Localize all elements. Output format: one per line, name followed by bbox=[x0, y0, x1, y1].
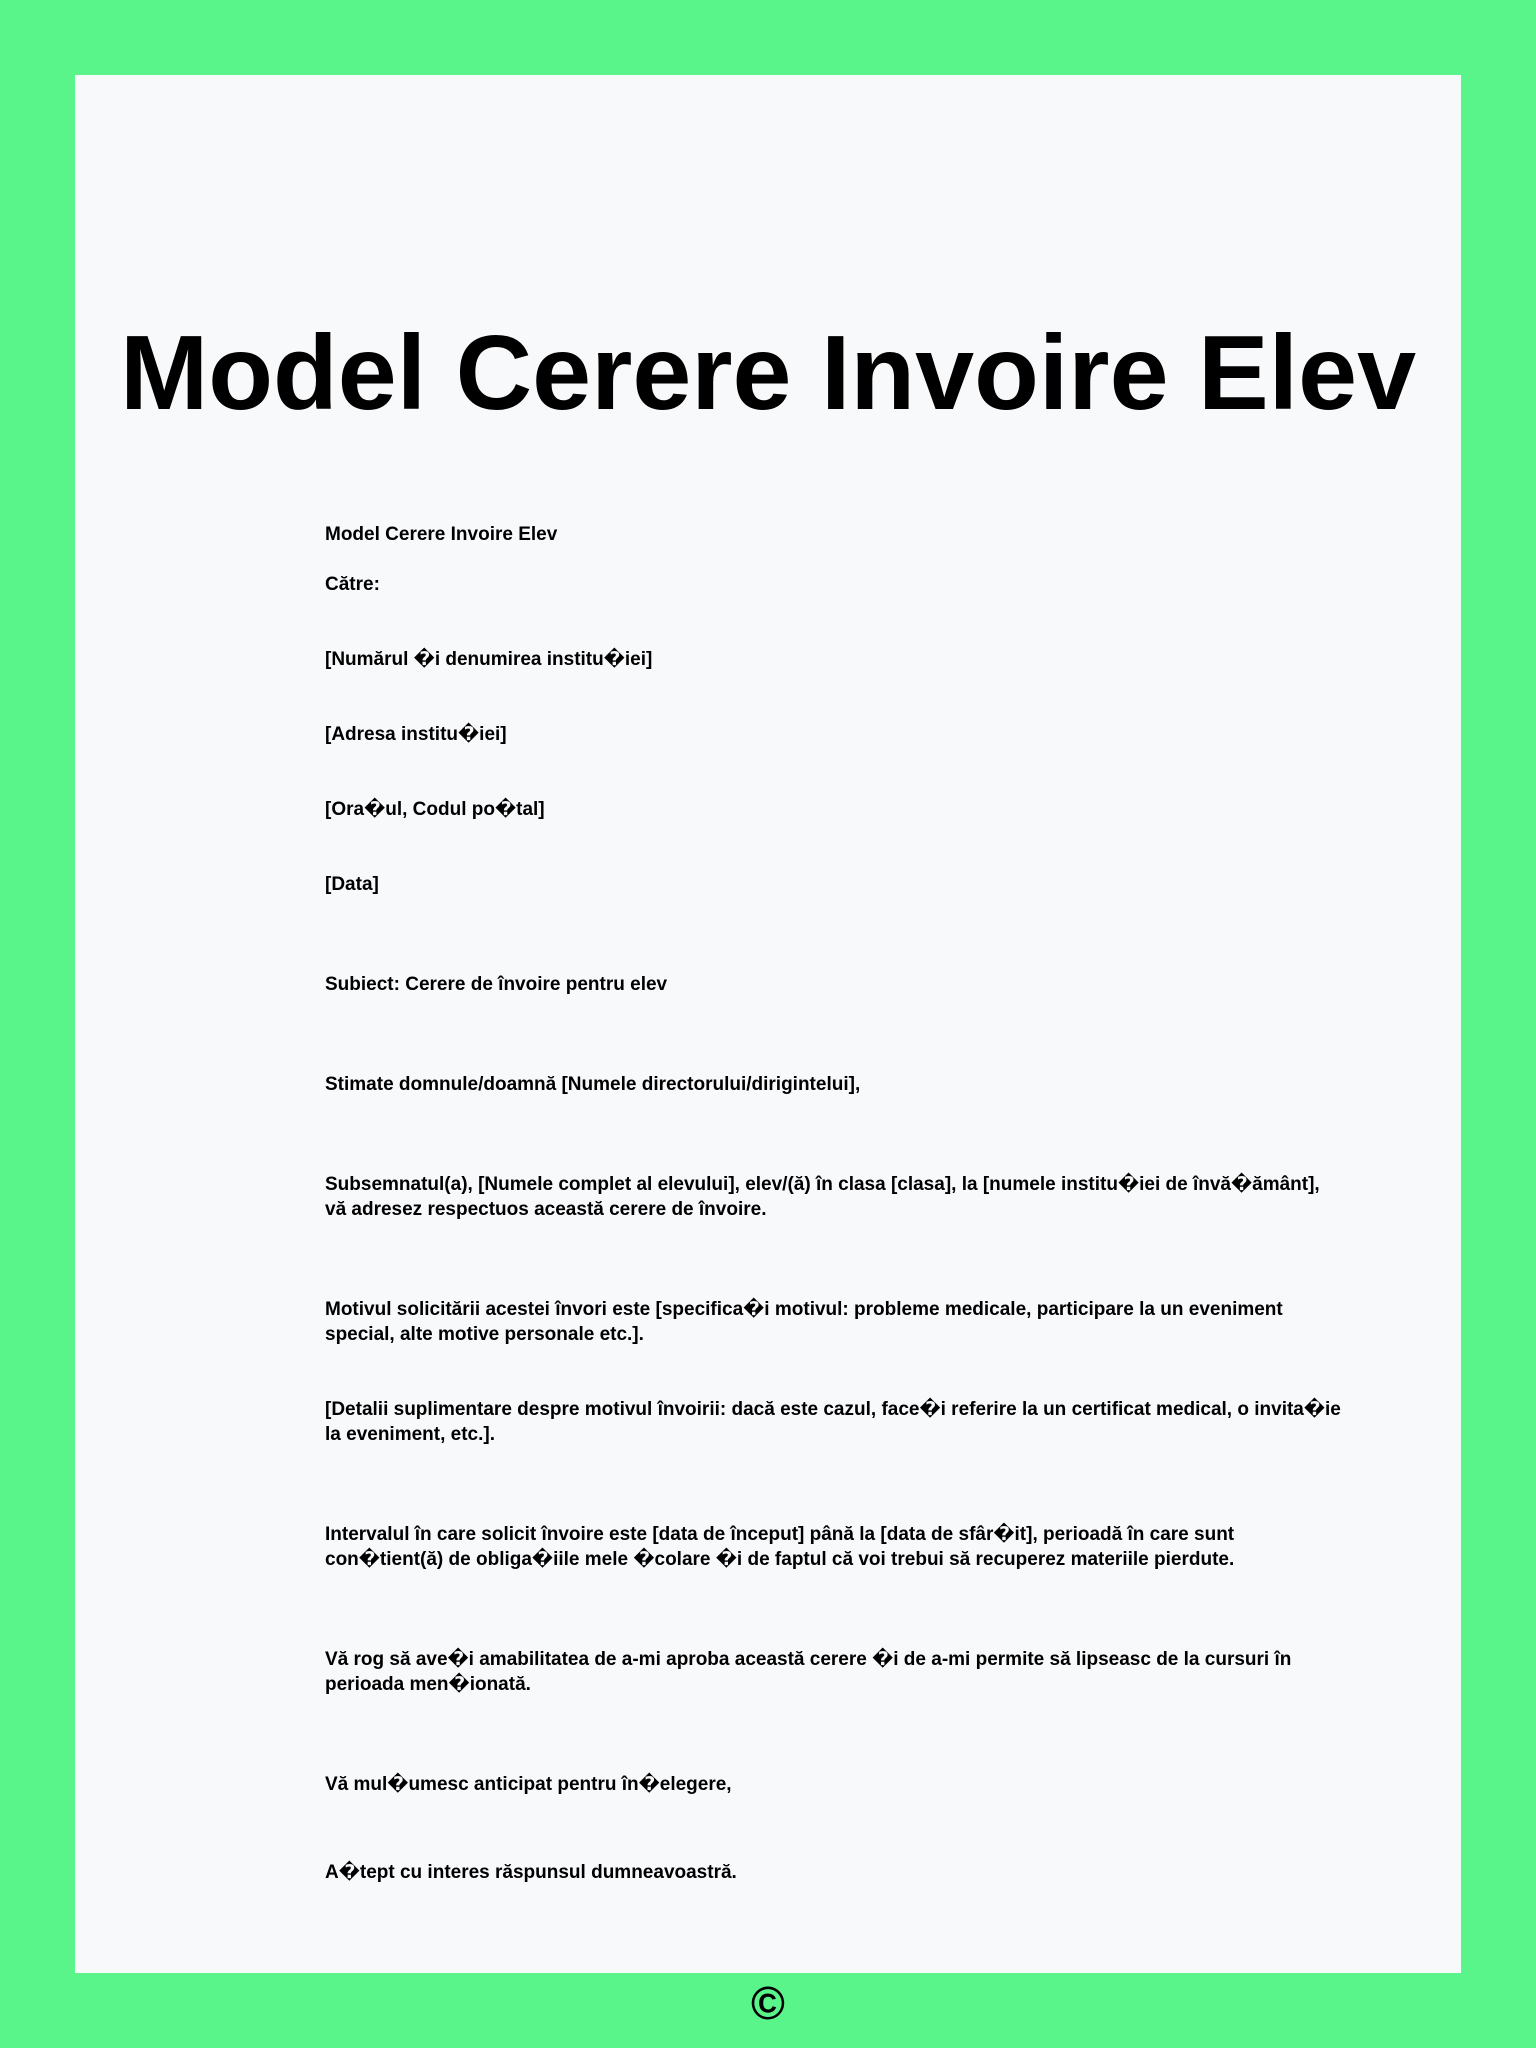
institution-name: [Numărul �i denumirea institu�iei] bbox=[325, 649, 653, 670]
document-page bbox=[75, 75, 1461, 2029]
paragraph-details: [Detalii suplimentare despre motivul învoirii: dacă este cazul, face�i referire la un certificat medical, o invita�ie la eveniment, etc.]. bbox=[325, 1399, 1341, 1445]
document-title: Model Cerere Invoire Elev bbox=[119, 314, 1417, 432]
letter-date: [Data] bbox=[325, 874, 379, 895]
letter-heading: Model Cerere Invoire Elev bbox=[325, 524, 558, 545]
closing-thanks: Vă mul�umesc anticipat pentru în�elegere, bbox=[325, 1774, 732, 1795]
paragraph-introduction: Subsemnatul(a), [Numele complet al elevului], elev/(ă) în clasa [clasa], la [numele institu�iei de învă�ământ], vă adresez respectuos această cerere de învoire. bbox=[325, 1174, 1320, 1220]
letter-subject: Subiect: Cerere de învoire pentru elev bbox=[325, 974, 668, 995]
copyright-icon: © bbox=[751, 1977, 785, 2029]
city-postal-code: [Ora�ul, Codul po�tal] bbox=[325, 799, 545, 820]
paragraph-reason: Motivul solicitării acestei învori este [specifica�i motivul: probleme medicale, participare la un eveniment special, alte motive personale etc.]. bbox=[325, 1299, 1283, 1345]
paragraph-interval: Intervalul în care solicit învoire este [data de început] până la [data de sfâr�it], perioadă în care sunt con�tient(ă) de obliga�iile mele �colare �i de faptul că voi trebui să recuperez materiile pierdute. bbox=[325, 1524, 1235, 1570]
paragraph-request: Vă rog să ave�i amabilitatea de a-mi aproba această cerere �i de a-mi permite să lipseasc de la cursuri în perioada men�ionată. bbox=[325, 1649, 1292, 1695]
closing-awaiting: A�tept cu interes răspunsul dumneavoastră. bbox=[325, 1862, 737, 1883]
letter-salutation: Stimate domnule/doamnă [Numele directorului/dirigintelui], bbox=[325, 1074, 861, 1095]
institution-address: [Adresa institu�iei] bbox=[325, 724, 507, 745]
recipient-label: Către: bbox=[325, 574, 380, 595]
